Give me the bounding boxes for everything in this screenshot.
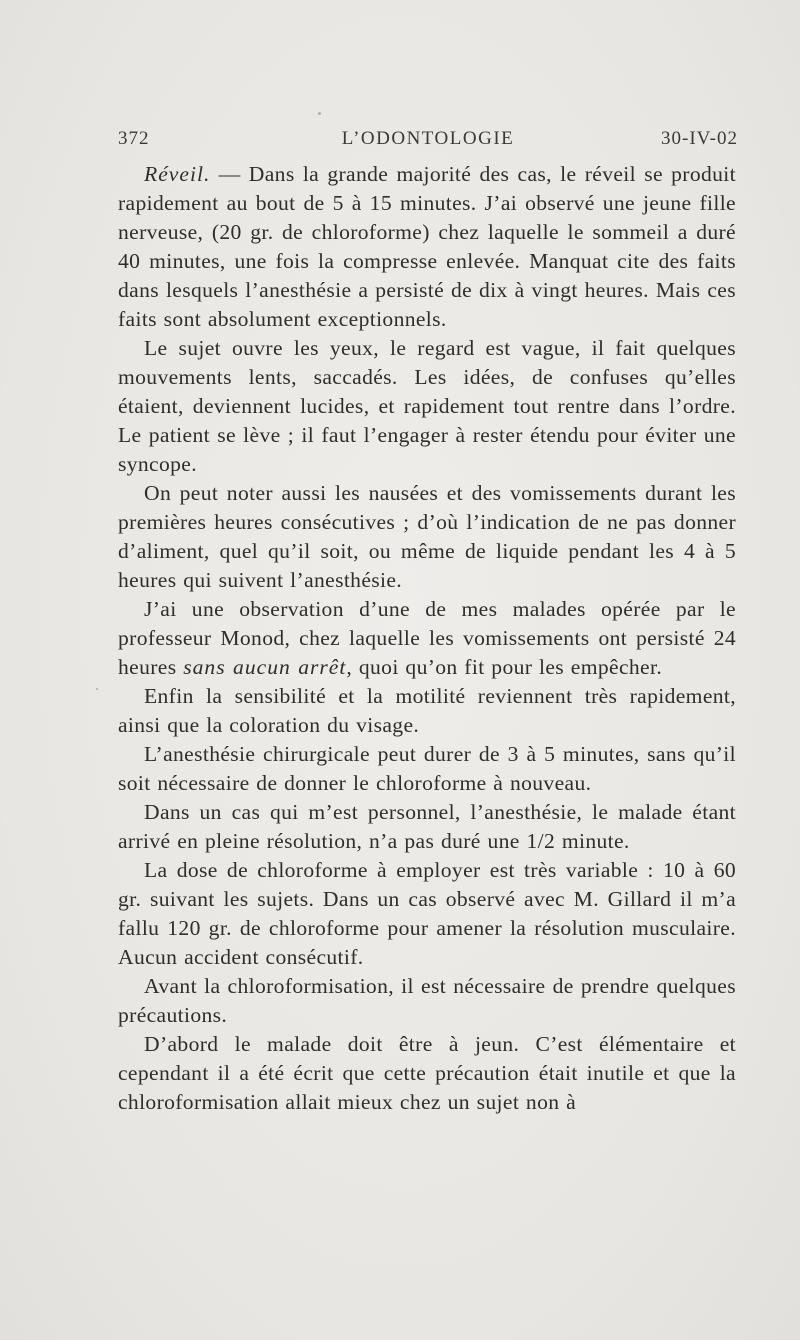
paragraph: On peut noter aussi les nausées et des vomissements durant les premières heures consécutives ; d’où l’indication de ne pas donner d’aliment, quel qu’il soit, ou même de liquide pendant les 4 à 5 heures qui suivent l’anesthésie. (118, 481, 736, 592)
section-heading-italic: Réveil. (144, 162, 211, 186)
journal-title: L’ODONTOLOGIE (341, 128, 515, 149)
paragraph-observation (118, 595, 736, 682)
article-body (118, 160, 736, 1117)
paragraph-reveil (118, 160, 736, 334)
paragraph: Le sujet ouvre les yeux, le regard est vague, il fait quelques mouvements lents, saccadés. Les idées, de confuses qu’elles étaient, deviennent lucides, et rapidement tout rentre dans l’ordre. Le patient se lève ; il faut l’engager à rester étendu pour éviter une syncope. (118, 336, 736, 476)
running-header (118, 128, 738, 154)
paragraph: L’anesthésie chirurgicale peut durer de 3 à 5 minutes, sans qu’il soit nécessaire de donner le chloroforme à nouveau. (118, 742, 736, 795)
issue-date: 30-IV-02 (661, 128, 738, 149)
page-number: 372 (118, 128, 150, 149)
paragraph-text: — Dans la grande majorité des cas, le réveil se produit rapidement au bout de 5 à 15 minutes. J’ai observé une jeune fille nerveuse, (20 gr. de chloroforme) chez laquelle le sommeil a duré 40 minutes, une fois la compresse enlevée. Manquat cite des faits dans lesquels l’anesthésie a persisté de dix à vingt heures. Mais ces faits sont absolument exceptionnels. (118, 162, 736, 331)
paper-speck (96, 688, 98, 690)
paper-speck (318, 112, 321, 115)
paragraph-text: , quoi qu’on fit pour les empêcher. (346, 655, 663, 679)
paragraph: La dose de chloroforme à employer est très variable : 10 à 60 gr. suivant les sujets. Dans un cas observé avec M. Gillard il m’a fallu 120 gr. de chloroforme pour amener la résolution musculaire. Aucun accident consécutif. (118, 858, 736, 969)
paragraph: Avant la chloroformisation, il est nécessaire de prendre quelques précautions. (118, 974, 736, 1027)
paragraph: D’abord le malade doit être à jeun. C’est élémentaire et cependant il a été écrit que cette précaution était inutile et que la chloroformisation allait mieux chez un sujet non à (118, 1032, 736, 1114)
paragraph-text: J’ai une observation d’une de mes malades opérée par le professeur Monod, chez laquelle les vomissements ont persisté 24 heures (118, 597, 736, 679)
paragraph: Dans un cas qui m’est personnel, l’anesthésie, le malade étant arrivé en pleine résolution, n’a pas duré une 1/2 minute. (118, 800, 736, 853)
paragraph: Enfin la sensibilité et la motilité reviennent très rapidement, ainsi que la coloration du visage. (118, 684, 736, 737)
emphasis-italic: sans aucun arrêt (183, 655, 347, 679)
